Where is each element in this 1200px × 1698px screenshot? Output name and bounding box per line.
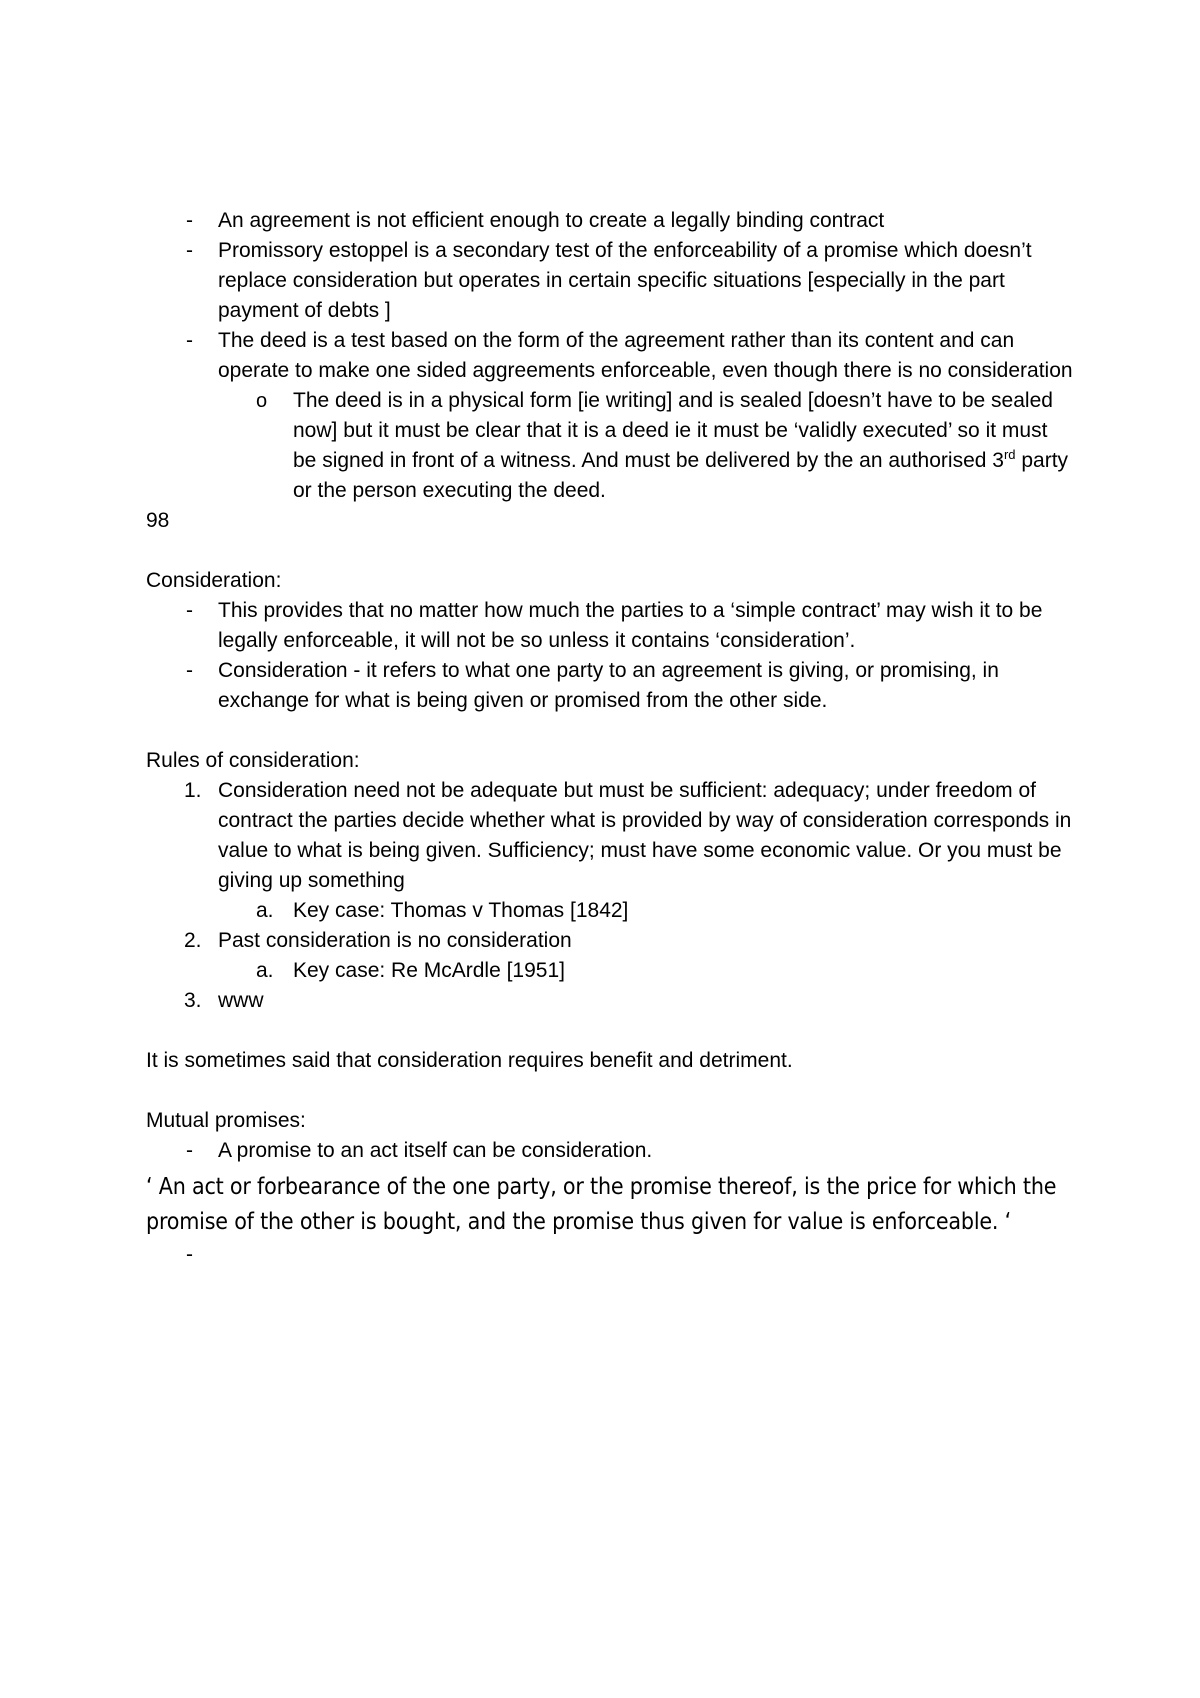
bullet-text: This provides that no matter how much the parties to a ‘simple contract’ may wish it to be legally enforceable, it will not be so unless it contains ‘consideration’.: [218, 599, 1043, 652]
item-text: Key case: Re McArdle [1951]: [293, 959, 565, 982]
bullet-text: The deed is a test based on the form of the agreement rather than its content and can operate to make one sided aggreements enforceable, even though there is no consideration: [218, 329, 1073, 382]
sub-list-item: [146, 386, 1076, 506]
list-item: [146, 206, 1076, 236]
empty-list-item: [146, 1240, 1076, 1270]
section-heading: Consideration:: [146, 569, 282, 592]
bullet-text: An agreement is not efficient enough to create a legally binding contract: [218, 209, 885, 232]
item-letter: a.: [256, 959, 274, 982]
list-item: [146, 596, 1076, 656]
list-item: [146, 1136, 1076, 1166]
item-text: www: [218, 989, 264, 1012]
item-number: 1.: [184, 779, 202, 802]
document-body: [146, 206, 1076, 1270]
bullet-dash: -: [186, 1139, 193, 1162]
bullet-dash: -: [186, 1243, 193, 1266]
numbered-item: [146, 986, 1076, 1016]
section-heading: Rules of consideration:: [146, 749, 360, 772]
ordinal-superscript: rd: [1003, 447, 1016, 462]
lettered-item: [146, 896, 1076, 926]
item-text: Key case: Thomas v Thomas [1842]: [293, 899, 629, 922]
bullet-text: A promise to an act itself can be consideration.: [218, 1139, 653, 1162]
section-heading: Mutual promises:: [146, 1109, 306, 1132]
bullet-circle: o: [256, 390, 268, 412]
paragraph: It is sometimes said that consideration requires benefit and detriment.: [146, 1049, 793, 1072]
item-text: Consideration need not be adequate but must be sufficient: adequacy; under freedom of contract the parties decide whether what is provided by way of consideration corresponds in value to what is being given. Sufficiency; must have some economic value. Or you must be giving up something: [218, 779, 1072, 892]
list-item: [146, 326, 1076, 386]
item-number: 2.: [184, 929, 202, 952]
numbered-item: [146, 776, 1076, 896]
quotation: ‘ An act or forbearance of the one party, or the promise thereof, is the price for which the promise of the other is bought, and the promise thus given for value is enforceable. ‘: [146, 1174, 1057, 1235]
numbered-item: [146, 926, 1076, 956]
list-item: [146, 236, 1076, 326]
sub-bullet-text: The deed is in a physical form [ie writing] and is sealed [doesn’t have to be sealed now] but it must be clear that it is a deed ie it must be ‘validly executed’ so it must be signed in front of a witness. And must be delivered by the an authorised 3rd party or the person executing the deed.: [293, 389, 1069, 502]
bullet-dash: -: [186, 209, 193, 232]
bullet-dash: -: [186, 239, 193, 262]
lettered-item: [146, 956, 1076, 986]
bullet-dash: -: [186, 659, 193, 682]
bullet-text: Promissory estoppel is a secondary test of the enforceability of a promise which doesn’t replace consideration but operates in certain specific situations [especially in the part payment of debts ]: [218, 239, 1032, 322]
item-number: 3.: [184, 989, 202, 1012]
item-letter: a.: [256, 899, 274, 922]
bullet-dash: -: [186, 599, 193, 622]
item-text: Past consideration is no consideration: [218, 929, 572, 952]
list-item: [146, 656, 1076, 716]
bullet-text: Consideration - it refers to what one party to an agreement is giving, or promising, in exchange for what is being given or promised from the other side.: [218, 659, 999, 712]
page-number: 98: [146, 509, 170, 532]
bullet-dash: -: [186, 329, 193, 352]
